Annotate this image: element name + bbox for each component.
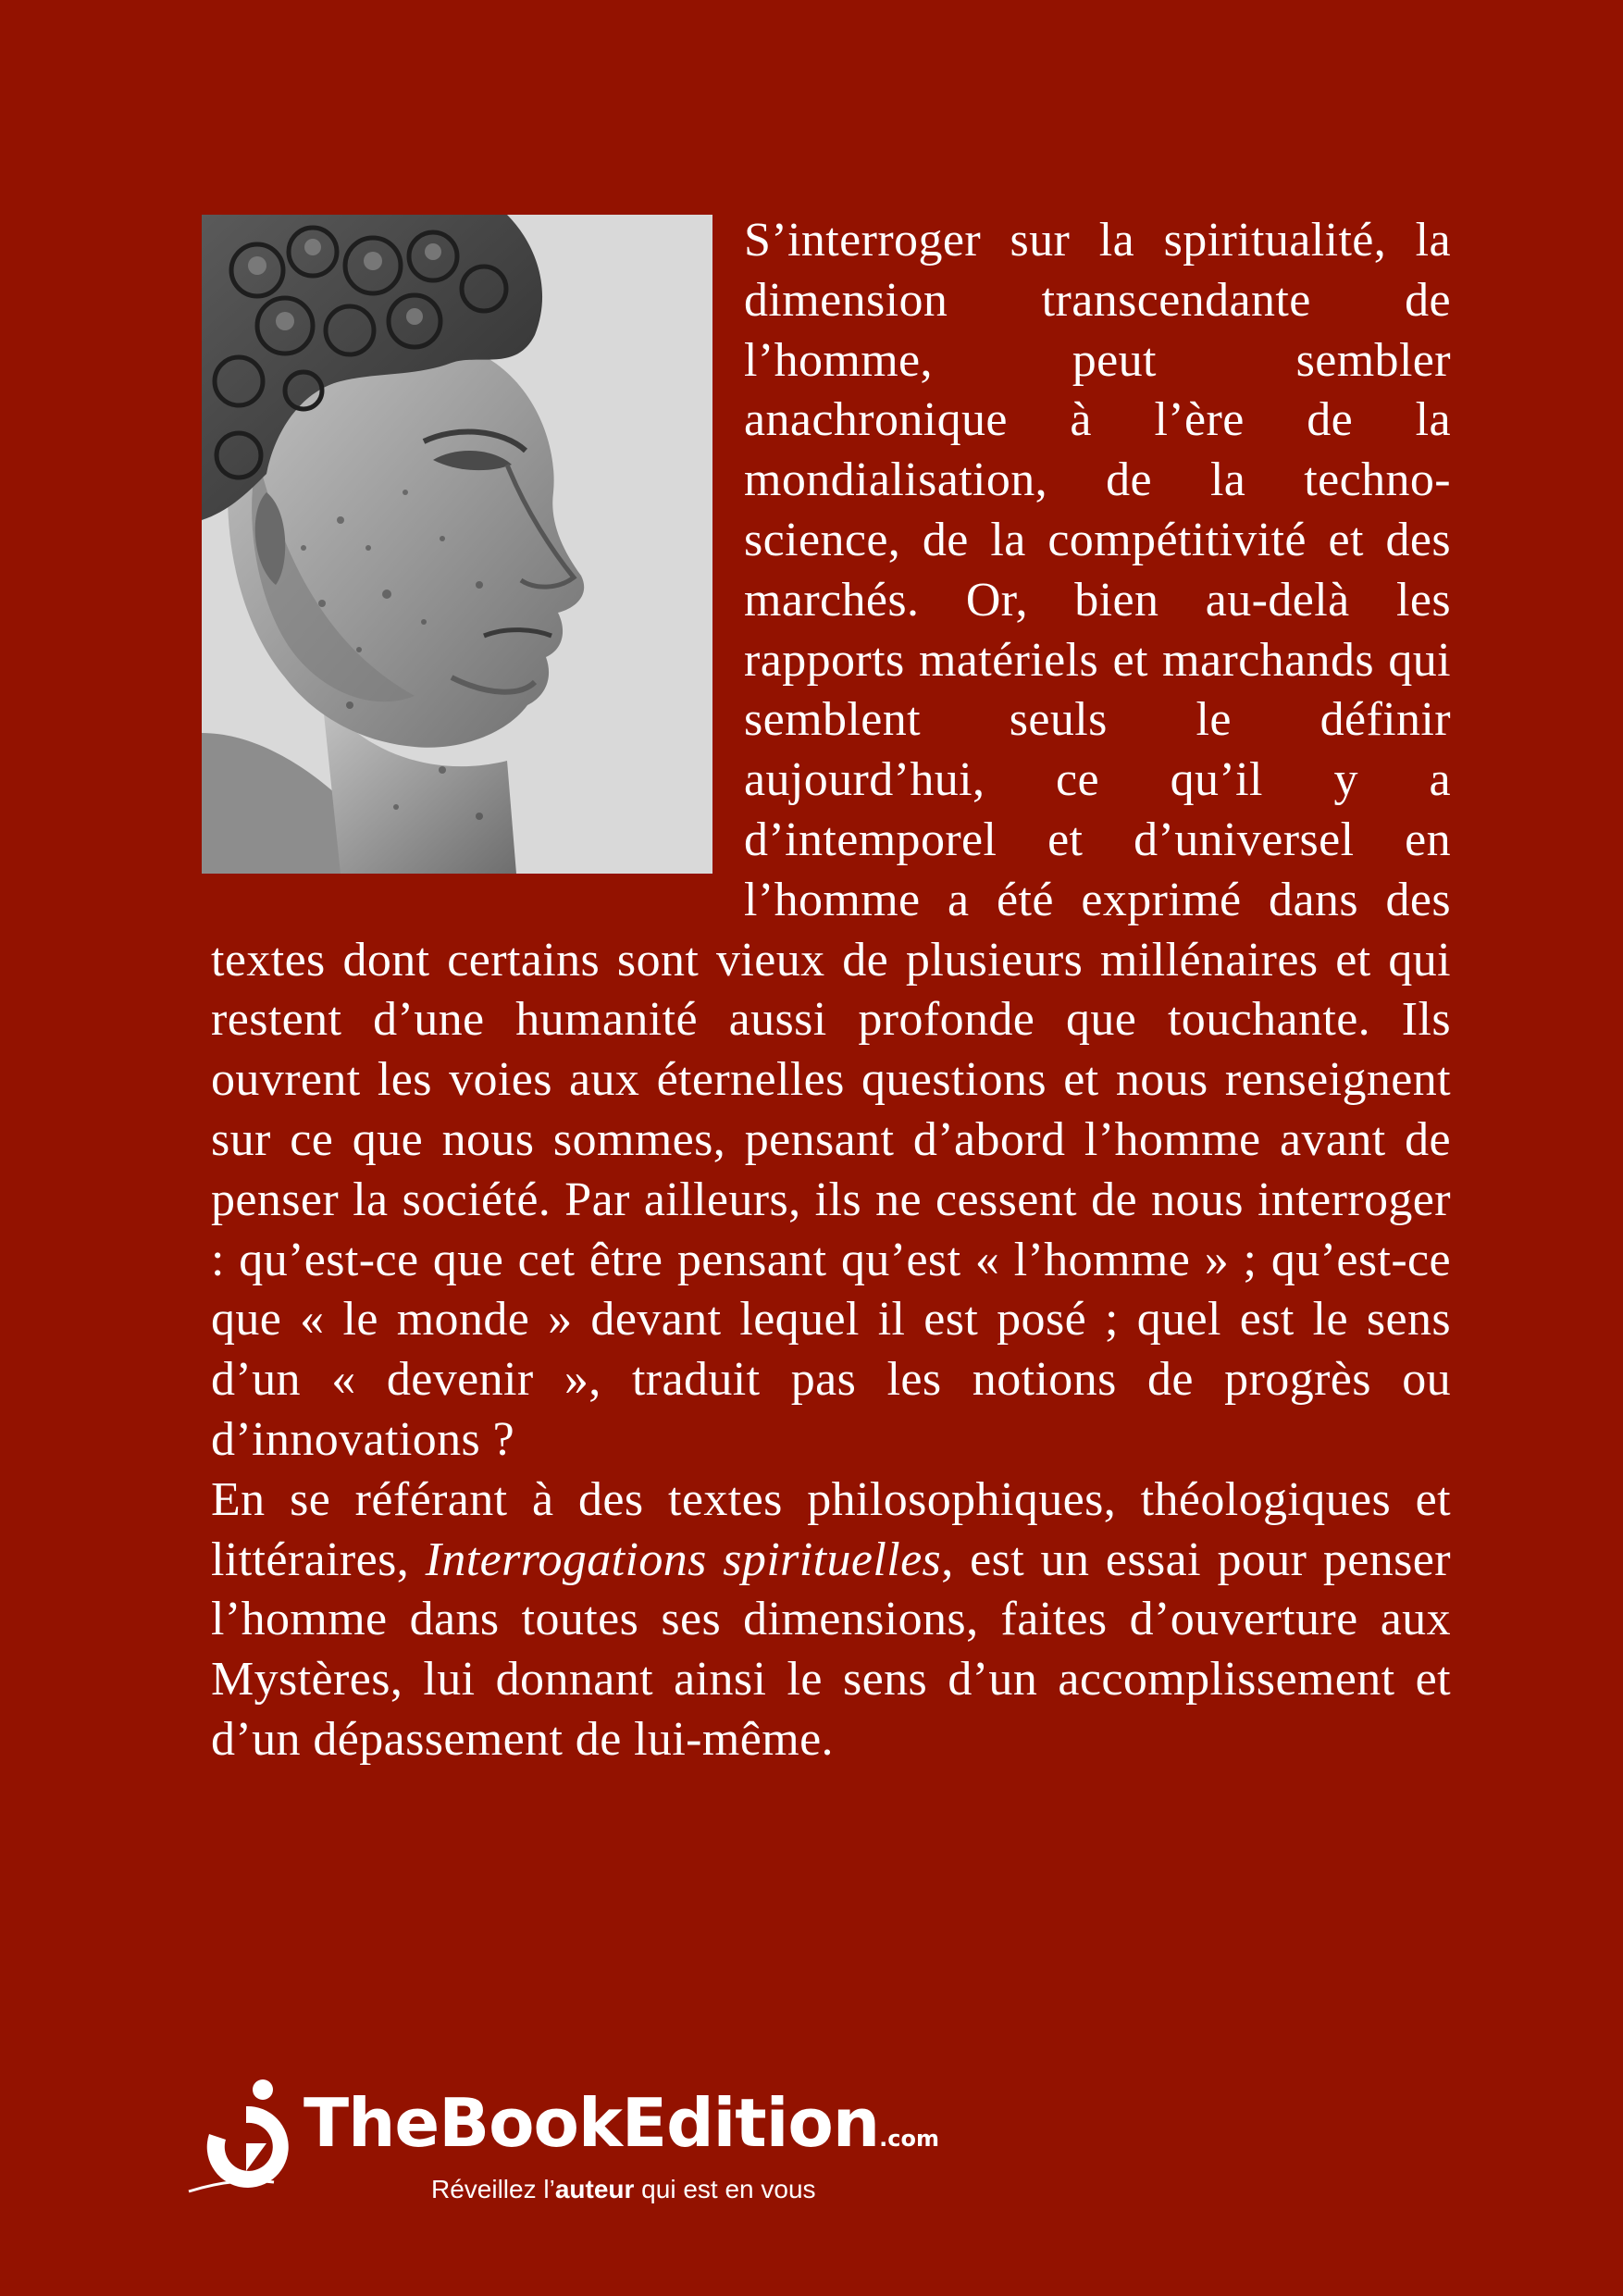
- publisher-name: [304, 2084, 939, 2162]
- blurb-paragraph-1: S’interroger sur la spiritualité, la dimension transcendante de l’homme, peut sembler anachronique à l’ère de la mondialisation, de la techno-science, de la compétitivité et des marchés. Or, bien au-delà les rapports matériels et marchands qui semblent seuls le définir aujourd’hui, ce qu’il y a d’intemporel et d’universel en l’homme a été exprimé dans des textes dont certains sont vieux de plusieurs millénaires et qui restent d’une humanité aussi profonde que touchante. Ils ouvrent les voies aux éternelles questions et nous renseignent sur ce que nous sommes, pensant d’abord l’homme avant de penser la société. Par ailleurs, ils ne cessent de nous interroger : qu’est-ce que cet être pensant qu’est « l’homme » ; qu’est-ce que « le monde » devant lequel il est posé ; quel est le sens d’un « devenir », traduit pas les notions de progrès ou d’innovations ?: [211, 214, 1451, 1466]
- publisher-name-text: TheBookEdition: [304, 2084, 880, 2162]
- blurb-paragraph-2: [211, 1471, 1451, 1770]
- blurb-paragraph-2-end: , est un essai pour penser l’homme dans toutes ses dimensions, faites d’ouverture aux Mystères, lui donnant ainsi le sens d’un accomplissement et d’un dépassement de lui-même.: [211, 1533, 1451, 1766]
- thebookedition-logo-icon: [181, 2079, 311, 2208]
- blurb-paragraph-2-start: En se référant à des textes philosophiques, théologiques et littéraires,: [211, 1472, 1451, 1586]
- publisher-logo: [181, 2079, 940, 2217]
- tagline-start: Réveillez l’: [431, 2175, 555, 2203]
- tagline-bold: auteur: [554, 2175, 635, 2203]
- statue-head-photo: [202, 215, 712, 874]
- tagline-end: qui est en vous: [634, 2175, 816, 2203]
- statue-head-icon: [202, 215, 712, 874]
- book-title: Interrogations spirituelles: [425, 1533, 942, 1586]
- publisher-domain: .com: [879, 2126, 939, 2152]
- blurb-text: [211, 211, 1451, 1770]
- publisher-tagline: [431, 2175, 816, 2204]
